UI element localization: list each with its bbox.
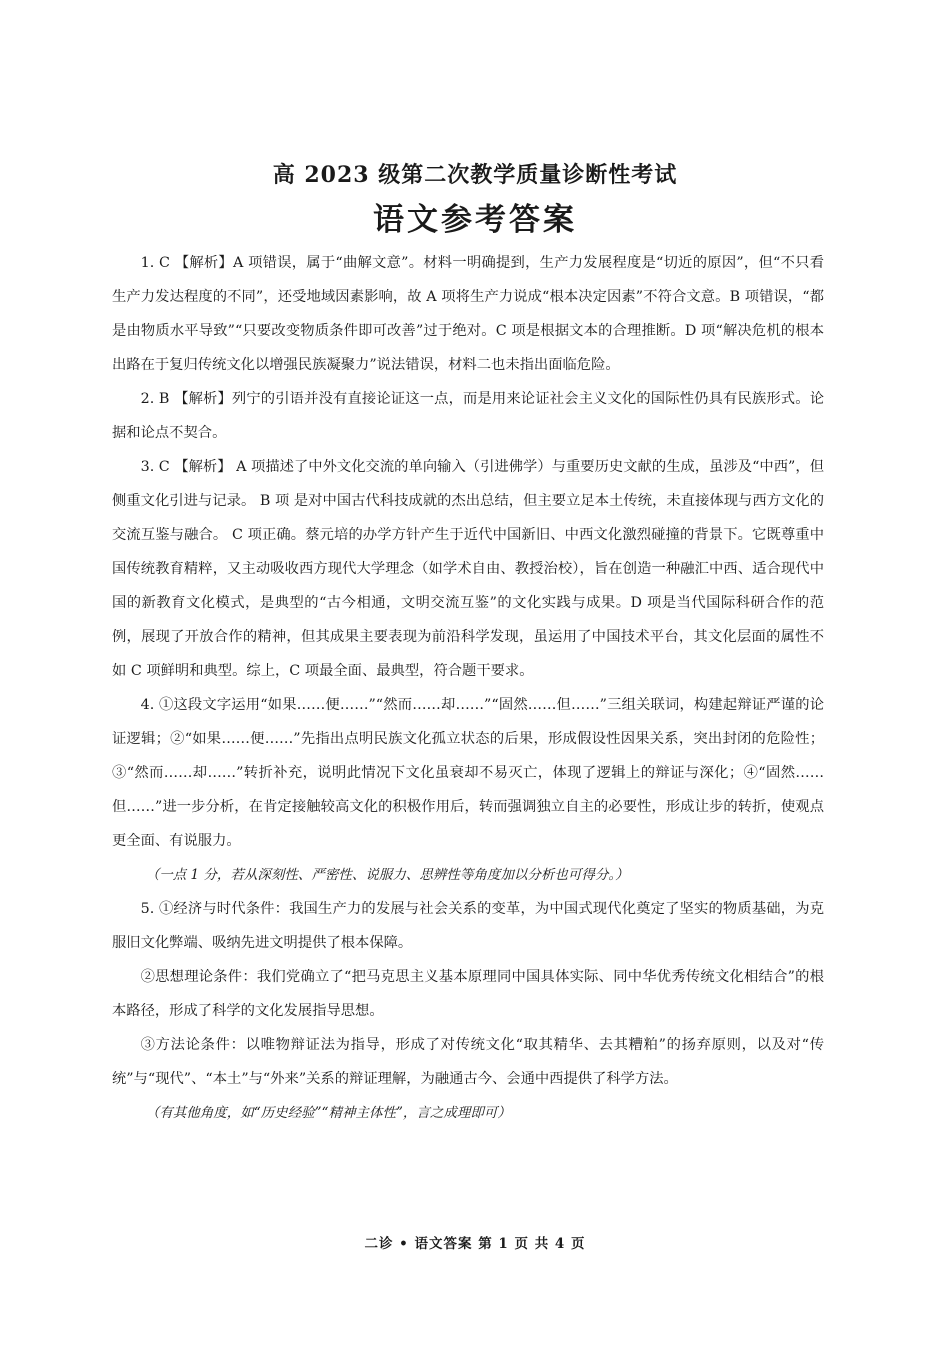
answer-4-scoring-note: （一点 1 分，若从深刻性、严密性、说服力、思辨性等角度加以分析也可得分。）	[145, 867, 629, 883]
answer-5-point-3: ③方法论条件：以唯物辩证法为指导，形成了对传统文化“取其精华、去其糟粕”的扬弃原则，以及对“传统”与“现代”、“本土”与“外来”关系的辩证理解，为融通古今、会通中西提供了科学方法。	[112, 1037, 824, 1087]
subject-title: 语文参考答案	[373, 202, 577, 238]
answer-3: 3. C 【解析】 A 项描述了中外文化交流的单向输入（引进佛学）与重要历史文献的生成，虽涉及“中西”，但侧重文化引进与记录。 B 项 是对中国古代科技成就的杰出总结，但主要立足本土传统，未直接体现与西方文化的交流互鉴与融合。 C 项正确。蔡元培的办学方针产生于近代中国新旧、中西文化激烈碰撞的背景下。它既尊重中国传统教育精粹，又主动吸收西方现代大学理念（如学术自由、教授治校），旨在创造一种融汇中西、适合现代中国的新教育文化模式，是典型的“古今相通，文明交流互鉴”的文化实践与成果。D 项是当代国际科研合作的范例，展现了开放合作的精神，但其成果主要表现为前沿科学发现，虽运用了中国技术平台，其文化层面的属性不如 C 项鲜明和典型。综上，C 项最全面、最典型，符合题干要求。	[112, 459, 824, 679]
answer-5-point-1: 5. ①经济与时代条件：我国生产力的发展与社会关系的变革，为中国式现代化奠定了坚实的物质基础，为克服旧文化弊端、吸纳先进文明提供了根本保障。	[112, 901, 824, 951]
answer-5-scoring-note: （有其他角度，如“历史经验”“精神主体性”，言之成理即可）	[145, 1105, 511, 1121]
answer-4: 4. ①这段文字运用“如果……便……”“然而……却……”“固然……但……”三组关联词，构建起辩证严谨的论证逻辑；②“如果……便……”先指出点明民族文化孤立状态的后果，形成假设性因果关系，突出封闭的危险性；③“然而……却……”转折补充，说明此情况下文化虽衰却不易灭亡，体现了逻辑上的辩证与深化；④“固然……但……”进一步分析，在肯定接触较高文化的积极作用后，转而强调独立自主的必要性，形成让步的转折，使观点更全面、有说服力。	[112, 697, 824, 849]
answer-5-point-2: ②思想理论条件：我们党确立了“把马克思主义基本原理同中国具体实际、同中华优秀传统文化相结合”的根本路径，形成了科学的文化发展指导思想。	[112, 969, 824, 1019]
answer-2: 2. B 【解析】列宁的引语并没有直接论证这一点，而是用来论证社会主义文化的国际性仍具有民族形式。论据和论点不契合。	[112, 391, 824, 441]
exam-title: 高 2023 级第二次教学质量诊断性考试	[272, 162, 678, 188]
answer-1: 1. C 【解析】A 项错误，属于“曲解文意”。材料一明确提到，生产力发展程度是“切近的原因”，但“不只看生产力发达程度的不同”，还受地域因素影响，故 A 项将生产力说成“根本决定因素”不符合文意。B 项错误，“都是由物质水平导致”“只要改变物质条件即可改善”过于绝对。C 项是根据文本的合理推断。D 项“解决危机的根本出路在于复归传统文化以增强民族凝聚力”说法错误，材料二也未指出面临危险。	[112, 255, 824, 373]
page-footer: 二诊 • 语文答案 第 1 页 共 4 页	[364, 1236, 586, 1252]
answer-body	[112, 246, 824, 1130]
